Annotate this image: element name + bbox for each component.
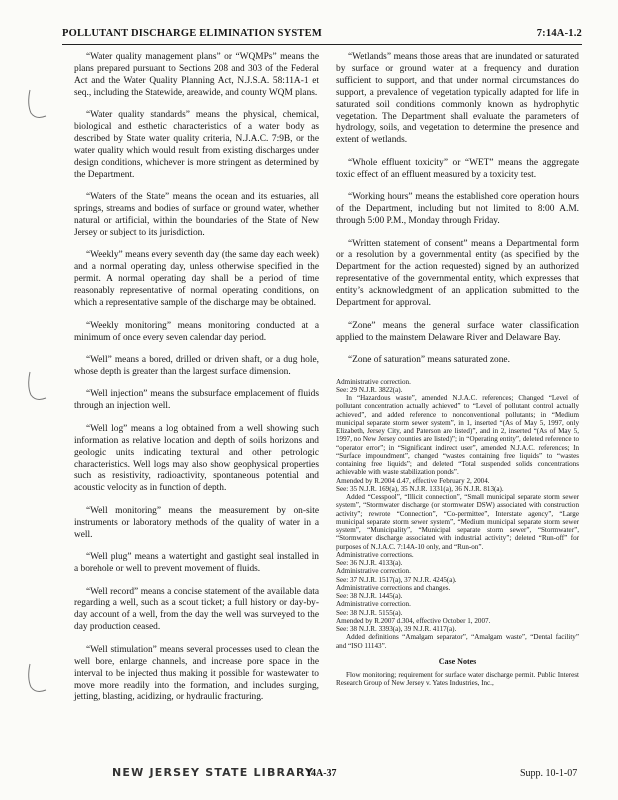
history-note-line: See: 38 N.J.R. 5155(a). [336,608,403,617]
definition-water-quality-management-plans: “Water quality management plans” or “WQMPs” means the plans prepared pursuant to Sections 208 and 303 of the Federal Act and the Water Quality Planning Act, N.J.S.A. 58:11A-1 et seq., including the Statewide, areawide, and county WQM plans. [74,52,319,98]
left-column [74,52,319,715]
running-header [62,26,582,45]
definition-zone-of-saturation: “Zone of saturation” means saturated zone. [348,355,510,365]
history-note-line: Administrative corrections. [336,550,414,559]
definition-written-statement-of-consent: “Written statement of consent” means a Departmental form or a resolution by a governmental entity (as specified by the Department for the action requested) signed by an authorized representative of the governmental entity, which expresses that entity’s acknowledgment of an application submitted to the Department for approval. [336,238,579,309]
history-note-line: See: 29 N.J.R. 3822(a). [336,385,403,394]
header-title: POLLUTANT DISCHARGE ELIMINATION SYSTEM [62,28,322,39]
case-notes-heading: Case Notes [438,656,477,666]
history-note-line: Administrative correction. [336,567,411,576]
history-note-line: Amended by R.2007 d.304, effective October 1, 2007. [336,616,491,625]
header-section: 7:14A-1.2 [536,28,582,39]
definition-whole-effluent-toxicity: “Whole effluent toxicity” or “WET” means the aggregate toxic effect of an effluent measured by a toxicity test. [336,157,579,180]
history-note-line: Amended by R.2004 d.47, effective February 2, 2004. [336,476,490,485]
case-notes [336,671,579,688]
history-note-line: See: 38 N.J.R. 1445(a). [336,592,403,600]
history-note-line: Added “Cesspool”, “Illicit connection”, “Small municipal separate storm sewer system”, “Stormwater discharge (or stormwater DSW) associated with construction activity”; rewrote “Connection”, “Co-permittee”, Interstate agency”, “Large municipal separate storm sewer system”, “Medium municipal separate storm sewer system”, “Municipality”, “Municipal separate storm sewer”, “Stormwater”, “Stormwater discharge associated with industrial activity”; deleted “Run-off” for purposes of N.J.A.C. 7:14A-10 only, and “Run-on”. [336,493,579,551]
supplement-date: Supp. 10-1-07 [520,768,578,779]
library-stamp: NEW JERSEY STATE LIBRARY [112,766,315,779]
definition-zone: “Zone” means the general surface water classification applied to the mainstem Delaware River and Delaware Bay. [336,320,579,343]
definition-weekly: “Weekly” means every seventh day (the same day each week) and a normal operating day, unless otherwise specified in the permit. A normal operating day shall be a period of time reasonably representative of normal operating conditions, on which a representative sample of the discharge may be obtained. [74,250,319,309]
definition-well-monitoring: “Well monitoring” means the measurement by on-site instruments or laboratory methods of the quality of water in a well. [74,505,319,540]
history-note-line: See: 35 N.J.R. 169(a), 35 N.J.R. 1331(a), 36 N.J.R. 813(a). [336,484,504,493]
definition-well: “Well” means a bored, drilled or driven shaft, or a dug hole, whose depth is greater than the largest surface dimension. [74,355,319,377]
history-note-line: Administrative correction. [336,600,411,609]
definition-well-stimulation: “Well stimulation” means several processes used to clean the well bore, enlarge channels, and increase pore space in the interval to be injected thus making it possible for wastewater to move more readily into the formation, and includes surging, jetting, blasting, acidizing, or hydraulic fracturing. [74,644,319,703]
definition-working-hours: “Working hours” means the established core operation hours of the Department, including but not limited to 8:00 A.M. through 5:00 P.M., Monday through Friday. [336,192,579,227]
definition-weekly-monitoring: “Weekly monitoring” means monitoring conducted at a minimum of once every seven calendar day period. [74,320,319,343]
definition-well-injection: “Well injection” means the subsurface emplacement of fluids through an injection well. [74,389,319,412]
definition-well-plug: “Well plug” means a watertight and gastight seal installed in a borehole or well to prevent movement of fluids. [74,552,319,575]
definition-wetlands: “Wetlands” means those areas that are inundated or saturated by surface or ground water at a frequency and duration sufficient to support, and that under normal circumstances do support, a prevalence of vegetation typically adapted for life in saturated soil conditions commonly known as hydrophytic vegetation. The Department shall evaluate the parameters of hydrology, soils, and vegetation to determine the presence and extent of wetlands. [336,52,579,146]
history-notes [336,378,579,650]
history-note-line: Administrative correction. [336,377,411,386]
history-note-line: See: 37 N.J.R. 1517(a), 37 N.J.R. 4245(a). [336,575,457,584]
page-number: 14A-37 [306,768,337,779]
case-note-text: Flow monitoring; requirement for surface water discharge permit. Public Interest Research Group of New Jersey v. Yates Industries, Inc., [336,670,579,687]
right-column [336,52,579,687]
history-note-line: Added definitions “Amalgam separator”, “Amalgam waste”, “Dental facility” and “ISO 11143”. [336,633,579,650]
definition-well-record: “Well record” means a concise statement of the available data regarding a well, such as a scout ticket; a full history or day-by-day account of a well, from the day the well was surveyed to the day production ceased. [74,586,319,633]
history-note-line: Administrative corrections and changes. [336,583,451,592]
history-note-line: See: 38 N.J.R. 3393(a), 39 N.J.R. 4117(a). [336,625,457,633]
margin-mark [22,368,50,408]
definition-waters-of-the-state: “Waters of the State” means the ocean and its estuaries, all springs, streams and bodies of surface or ground water, whether natural or artificial, within the boundaries of the State of New Jersey or subject to its jurisdiction. [74,192,319,238]
history-note-line: In “Hazardous waste”, amended N.J.A.C. references; Changed “Level of pollutant concentration actually achieved” to “Level of pollutant control actually achieved”, and added reference to nonconventional pollutants; in “Medium municipal separate storm sewer system”, in 1, inserted “(As of May 5, 1997, only Elizabeth, Jersey City, and Paterson are listed)”, and in 2, inserted “(As of May 5, 1997, no New Jersey counties are listed)”; in “Operating entity”, deleted reference to “operator error”; in “Significant indirect user”, amended N.J.A.C. references; In “Surface impoundment”, changed “wastes containing free liquids” to “wastes containing free liquids”; and deleted “Total suspended solids concentrations achievable with waste stabilization ponds”. [336,394,579,477]
definition-well-log: “Well log” means a log obtained from a well showing such information as relative location and depth of soils horizons and geologic units indicating textural and other petrologic characteristics. Well logs may also show geophysical properties such as resistivity, radioactivity, spontaneous potential and acoustic velocity as in function of depth. [74,423,319,494]
history-note-line: See: 36 N.J.R. 4133(a). [336,559,403,567]
definition-water-quality-standards: “Water quality standards” means the physical, chemical, biological and esthetic characteristics of a water body as described by State water quality criteria, N.J.A.C. 7:9B, or the water quality which would result from existing discharges under design conditions, whichever is more stringent as determined by the Department. [74,110,319,180]
margin-mark [22,660,50,700]
margin-mark [22,86,50,126]
